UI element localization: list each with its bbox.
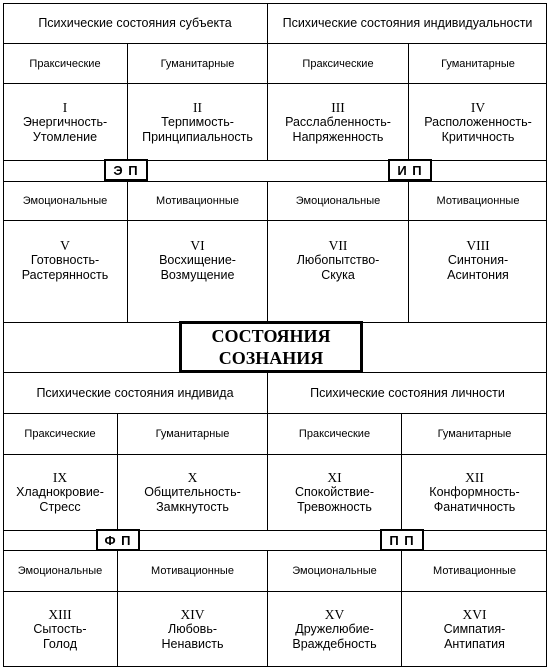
state-number: VII bbox=[328, 237, 348, 253]
state-name-line: Голод bbox=[42, 636, 77, 651]
state-cell bbox=[3, 592, 117, 666]
fp-tag: Ф П bbox=[96, 529, 140, 551]
humanitarian-label: Гуманитарные bbox=[160, 57, 235, 70]
emotional-label: Эмоциональные bbox=[292, 565, 377, 577]
state-name-line: Энергичность- bbox=[22, 114, 108, 129]
state-cell bbox=[118, 455, 267, 530]
state-cell bbox=[402, 592, 547, 666]
state-number: XVI bbox=[462, 606, 487, 622]
state-number: XV bbox=[324, 606, 345, 622]
state-name-line: Фанатичность bbox=[433, 500, 516, 514]
praxic-label: Праксические bbox=[24, 428, 96, 440]
state-name-line: Спокойствие- bbox=[294, 485, 374, 499]
ip-tag: И П bbox=[388, 159, 432, 181]
state-number: XI bbox=[327, 470, 342, 485]
state-cell bbox=[402, 455, 547, 530]
state-cell bbox=[128, 221, 267, 299]
humanitarian-label: Гуманитарные bbox=[155, 428, 230, 440]
motivational-label: Мотивационные bbox=[151, 565, 234, 577]
state-name-line: Растерянность bbox=[21, 267, 109, 282]
state-cell bbox=[3, 455, 117, 530]
title-line: СОСТОЯНИЯ bbox=[211, 326, 331, 346]
individuality-states-header: Психические состояния индивидуальности bbox=[282, 16, 533, 30]
state-name-line: Враждебность bbox=[292, 636, 377, 651]
state-cell bbox=[268, 84, 408, 160]
personality-states-header: Психические состояния личности bbox=[310, 386, 505, 400]
state-name-line: Синтония- bbox=[447, 252, 509, 267]
divider bbox=[3, 530, 547, 531]
state-name-line: Асинтония bbox=[447, 267, 509, 282]
praxic-label: Праксические bbox=[29, 57, 101, 70]
state-number: X bbox=[187, 470, 198, 485]
state-name-line: Стресс bbox=[39, 500, 81, 514]
state-number: IX bbox=[52, 470, 68, 485]
state-number: II bbox=[193, 99, 202, 115]
state-number: IV bbox=[470, 99, 486, 115]
state-name-line: Расслабленность- bbox=[285, 114, 391, 129]
state-name-line: Критичность bbox=[441, 129, 515, 144]
state-number: XII bbox=[465, 470, 484, 485]
state-number: VI bbox=[190, 237, 205, 253]
humanitarian-label: Гуманитарные bbox=[441, 57, 515, 70]
state-name-line: Восхищение- bbox=[159, 252, 236, 267]
motivational-label: Мотивационные bbox=[156, 195, 239, 207]
state-cell bbox=[268, 455, 401, 530]
state-cell bbox=[268, 592, 401, 666]
praxic-label: Праксические bbox=[302, 57, 374, 70]
state-number: V bbox=[60, 237, 70, 253]
state-name-line: Общительность- bbox=[144, 485, 241, 499]
state-cell bbox=[409, 221, 547, 299]
state-cell bbox=[3, 221, 127, 299]
title-line: СОЗНАНИЯ bbox=[218, 348, 324, 368]
praxic-label: Праксические bbox=[298, 428, 371, 440]
state-cell bbox=[3, 84, 127, 160]
state-cell bbox=[268, 221, 408, 299]
motivational-label: Мотивационные bbox=[433, 565, 516, 577]
state-name-line: Расположенность- bbox=[424, 114, 532, 129]
state-name-line: Напряженность bbox=[292, 129, 384, 144]
state-name-line: Утомление bbox=[32, 129, 98, 144]
state-number: XIV bbox=[180, 606, 205, 622]
state-name-line: Сытость- bbox=[33, 621, 87, 636]
emotional-label: Эмоциональные bbox=[295, 195, 381, 207]
state-number: III bbox=[331, 99, 345, 115]
state-name-line: Любовь- bbox=[167, 621, 217, 636]
state-name-line: Принципиальность bbox=[142, 129, 253, 144]
emotional-label: Эмоциональные bbox=[17, 565, 103, 577]
motivational-label: Мотивационные bbox=[436, 195, 520, 207]
state-name-line: Хладнокровие- bbox=[16, 485, 104, 499]
state-name-line: Конформность- bbox=[429, 485, 520, 499]
emotional-label: Эмоциональные bbox=[22, 195, 108, 207]
subject-states-header: Психические состояния субъекта bbox=[38, 16, 232, 30]
state-cell bbox=[118, 592, 267, 666]
ep-tag: Э П bbox=[104, 159, 148, 181]
state-cell bbox=[128, 84, 267, 160]
pp-tag: П П bbox=[380, 529, 424, 551]
state-number: I bbox=[62, 99, 68, 115]
consciousness-states-title bbox=[179, 321, 363, 373]
state-name-line: Тревожность bbox=[297, 500, 372, 514]
humanitarian-label: Гуманитарные bbox=[437, 428, 512, 440]
state-name-line: Дружелюбие- bbox=[295, 621, 374, 636]
state-number: XIII bbox=[48, 606, 72, 622]
state-name-line: Терпимость- bbox=[161, 114, 234, 129]
state-name-line: Антипатия bbox=[444, 636, 505, 651]
state-name-line: Ненависть bbox=[161, 636, 224, 651]
state-name-line: Скука bbox=[321, 267, 355, 282]
state-name-line: Готовность- bbox=[30, 252, 100, 267]
individual-states-header: Психические состояния индивида bbox=[36, 386, 234, 400]
state-number: VIII bbox=[466, 237, 490, 253]
state-name-line: Симпатия- bbox=[443, 621, 506, 636]
state-name-line: Любопытство- bbox=[296, 252, 380, 267]
divider bbox=[3, 160, 547, 161]
state-name-line: Замкнутость bbox=[156, 500, 229, 514]
state-name-line: Возмущение bbox=[160, 267, 235, 282]
state-cell bbox=[409, 84, 547, 160]
